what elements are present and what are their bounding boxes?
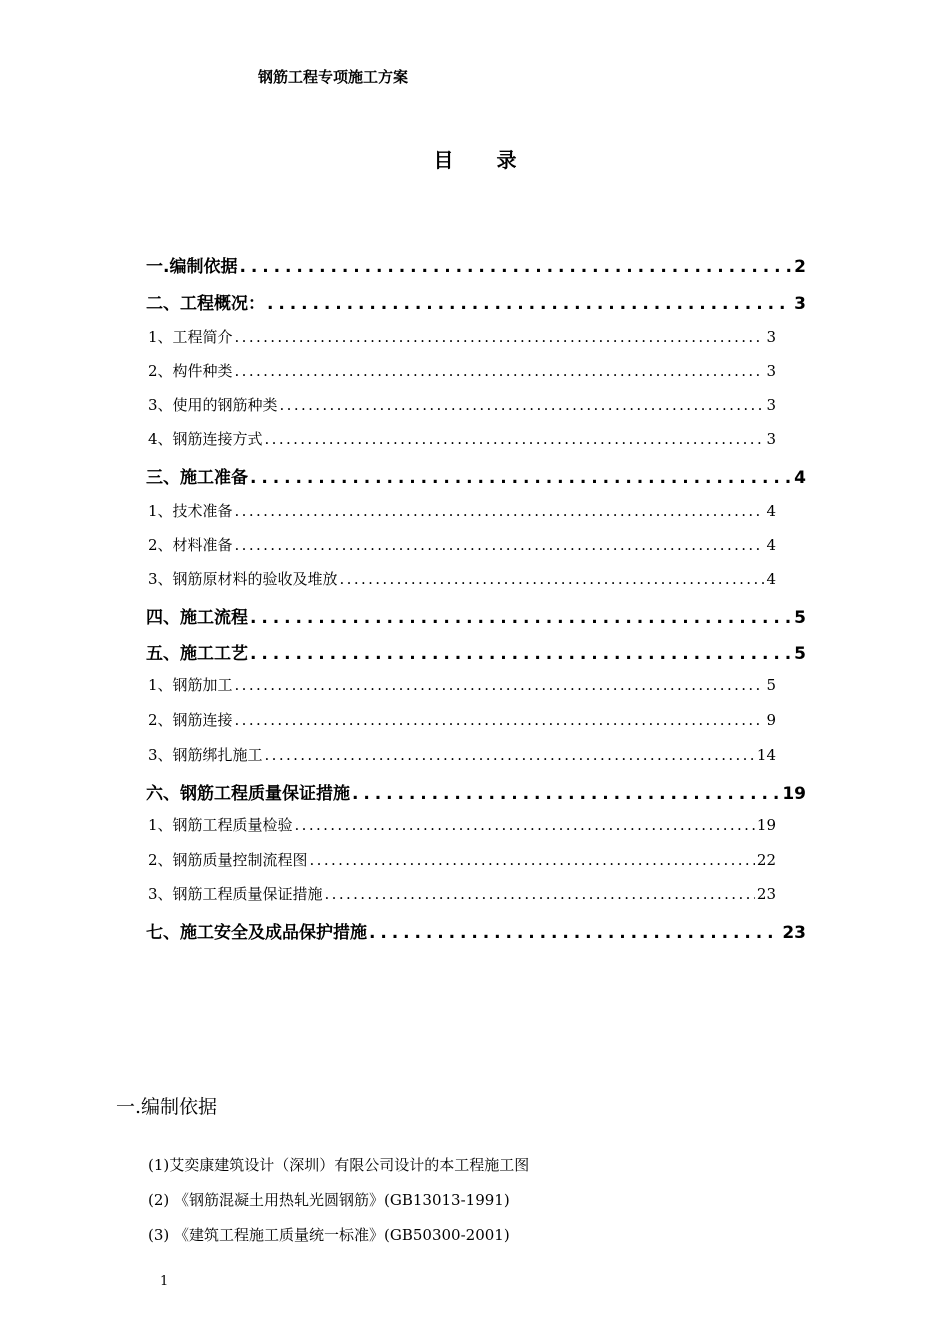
- toc-leader-dots: [235, 328, 765, 346]
- toc-entry-label: 3、使用的钢筋种类: [148, 396, 278, 414]
- toc-leader-dots: [325, 885, 755, 903]
- toc-leader-dots: [235, 711, 765, 729]
- toc-entry-page: 3: [766, 328, 776, 346]
- toc-entry[interactable]: [146, 779, 806, 804]
- toc-entry[interactable]: [146, 568, 806, 589]
- toc-entry[interactable]: [146, 289, 806, 314]
- toc-entry-page: 9: [766, 711, 776, 729]
- toc-entry[interactable]: [146, 500, 806, 521]
- toc-entry[interactable]: [146, 918, 806, 943]
- toc-entry-page: 23: [756, 885, 776, 903]
- toc-entry-page: 2: [794, 257, 806, 277]
- page-number: 1: [160, 1274, 169, 1289]
- toc-entry[interactable]: [146, 883, 806, 904]
- toc-entry-label: 一.编制依据: [146, 257, 238, 277]
- toc-title: 目 录: [433, 148, 535, 172]
- toc-entry-page: 5: [766, 676, 776, 694]
- toc-leader-dots: [340, 570, 765, 588]
- toc-leader-dots: [250, 468, 792, 488]
- toc-entry[interactable]: [146, 814, 806, 835]
- toc-leader-dots: [295, 816, 755, 834]
- toc-entry[interactable]: [146, 849, 806, 870]
- toc-leader-dots: [235, 502, 765, 520]
- toc-entry-label: 六、钢筋工程质量保证措施: [146, 784, 350, 804]
- toc-leader-dots: [235, 536, 765, 554]
- toc-entry[interactable]: [146, 326, 806, 347]
- toc-entry-label: 2、材料准备: [148, 536, 233, 554]
- toc-entry[interactable]: [146, 394, 806, 415]
- toc-leader-dots: [310, 851, 755, 869]
- reference-item: (2) 《钢筋混凝土用热轧光圆钢筋》(GB13013-1991): [148, 1191, 510, 1209]
- toc-leader-dots: [267, 294, 792, 314]
- toc-entry-label: 2、钢筋连接: [148, 711, 233, 729]
- reference-item: (1)艾奕康建筑设计（深圳）有限公司设计的本工程施工图: [148, 1156, 530, 1174]
- toc-entry-page: 23: [782, 923, 806, 943]
- toc-entry-page: 22: [756, 851, 776, 869]
- toc-leader-dots: [280, 396, 765, 414]
- toc-entry-label: 3、钢筋绑扎施工: [148, 746, 263, 764]
- toc-entry-page: 5: [794, 608, 806, 628]
- toc-entry[interactable]: [146, 603, 806, 628]
- toc-entry-label: 2、钢筋质量控制流程图: [148, 851, 308, 869]
- toc-entry-page: 19: [782, 784, 806, 804]
- toc-entry[interactable]: [146, 639, 806, 664]
- toc-entry-page: 3: [766, 396, 776, 414]
- toc-leader-dots: [265, 746, 755, 764]
- toc-entry[interactable]: [146, 744, 806, 765]
- toc-entry-page: 4: [766, 502, 776, 520]
- toc-entry-page: 3: [766, 430, 776, 448]
- toc-leader-dots: [250, 644, 792, 664]
- toc-leader-dots: [369, 923, 780, 943]
- reference-item: (3) 《建筑工程施工质量统一标准》(GB50300-2001): [148, 1226, 510, 1244]
- toc-entry-page: 3: [766, 362, 776, 380]
- section-heading: 一.编制依据: [116, 1096, 218, 1118]
- toc-entry[interactable]: [146, 674, 806, 695]
- toc-entry[interactable]: [146, 252, 806, 277]
- toc-entry-label: 2、构件种类: [148, 362, 233, 380]
- toc-entry-label: 四、施工流程: [146, 608, 248, 628]
- toc-entry-label: 3、钢筋原材料的验收及堆放: [148, 570, 338, 588]
- toc-entry[interactable]: [146, 709, 806, 730]
- toc-entry-label: 七、施工安全及成品保护措施: [146, 923, 367, 943]
- toc-entry[interactable]: [146, 463, 806, 488]
- toc-entry[interactable]: [146, 534, 806, 555]
- toc-entry-label: 三、施工准备: [146, 468, 248, 488]
- toc-entry-label: 五、施工工艺: [146, 644, 248, 664]
- toc-entry-label: 3、钢筋工程质量保证措施: [148, 885, 323, 903]
- toc-leader-dots: [235, 676, 765, 694]
- toc-entry-label: 1、钢筋工程质量检验: [148, 816, 293, 834]
- toc-entry[interactable]: [146, 360, 806, 381]
- toc-entry-label: 二、工程概况：: [146, 294, 265, 314]
- toc-entry-label: 1、工程简介: [148, 328, 233, 346]
- toc-leader-dots: [250, 608, 792, 628]
- toc-entry-page: 5: [794, 644, 806, 664]
- toc-leader-dots: [239, 257, 792, 277]
- toc-entry-page: 3: [794, 294, 806, 314]
- toc-leader-dots: [265, 430, 765, 448]
- toc-leader-dots: [235, 362, 765, 380]
- toc-entry[interactable]: [146, 428, 806, 449]
- toc-entry-page: 14: [756, 746, 776, 764]
- toc-entry-label: 4、钢筋连接方式: [148, 430, 263, 448]
- document-header-title: 钢筋工程专项施工方案: [258, 68, 409, 86]
- toc-entry-page: 19: [756, 816, 776, 834]
- toc-entry-page: 4: [794, 468, 806, 488]
- toc-entry-page: 4: [766, 570, 776, 588]
- toc-entry-page: 4: [766, 536, 776, 554]
- toc-entry-label: 1、钢筋加工: [148, 676, 233, 694]
- toc-leader-dots: [352, 784, 780, 804]
- toc-entry-label: 1、技术准备: [148, 502, 233, 520]
